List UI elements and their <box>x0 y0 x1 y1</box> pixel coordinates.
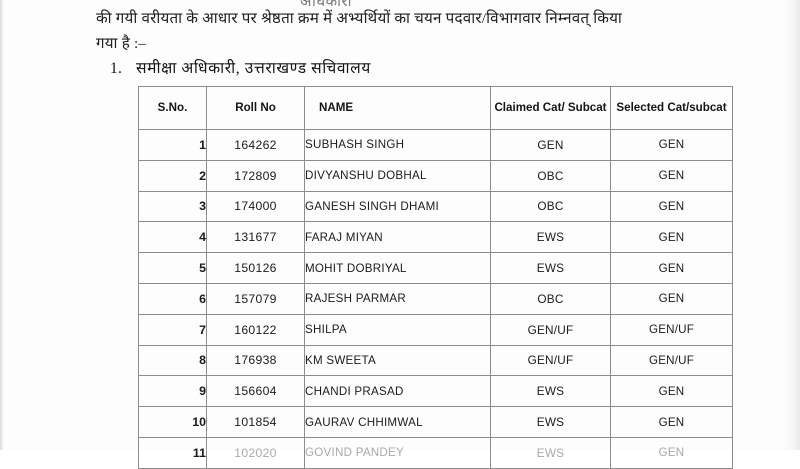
cell-roll-no: 172809 <box>207 160 305 191</box>
table-body <box>139 130 733 469</box>
cell-claimed-cat: EWS <box>491 253 611 284</box>
intro-paragraph-line-2: गया है :– <box>96 35 147 52</box>
cell-selected-cat: GEN <box>611 191 733 222</box>
cell-claimed-cat: GEN/UF <box>491 314 611 345</box>
cell-sno: 9 <box>139 376 207 407</box>
clipped-top-line <box>300 0 720 2</box>
cell-name: FARAJ MIYAN <box>305 222 491 253</box>
cell-sno: 3 <box>139 191 207 222</box>
cell-claimed-cat: EWS <box>491 437 611 468</box>
cell-name: MOHIT DOBRIYAL <box>305 253 491 284</box>
cell-name: GAURAV CHHIMWAL <box>305 407 491 438</box>
cell-sno: 2 <box>139 160 207 191</box>
cell-sno: 4 <box>139 222 207 253</box>
merit-list-table <box>138 86 733 469</box>
cell-selected-cat: GEN <box>611 222 733 253</box>
cell-selected-cat: GEN/UF <box>611 345 733 376</box>
cell-roll-no: 160122 <box>207 314 305 345</box>
intro-paragraph <box>96 6 756 56</box>
cell-claimed-cat: OBC <box>491 191 611 222</box>
cell-sno: 11 <box>139 437 207 468</box>
cell-sno: 6 <box>139 283 207 314</box>
cell-claimed-cat: EWS <box>491 407 611 438</box>
table-row <box>139 407 733 438</box>
column-header-roll-no: Roll No <box>207 87 305 130</box>
cell-selected-cat: GEN <box>611 376 733 407</box>
column-header-sno: S.No. <box>139 87 207 130</box>
cell-selected-cat: GEN/UF <box>611 314 733 345</box>
table-header-row <box>139 87 733 130</box>
cell-name: RAJESH PARMAR <box>305 283 491 314</box>
cell-claimed-cat: EWS <box>491 376 611 407</box>
table-row <box>139 160 733 191</box>
cell-claimed-cat: GEN/UF <box>491 345 611 376</box>
cell-claimed-cat: GEN <box>491 130 611 161</box>
section-title: समीक्षा अधिकारी, उत्तराखण्ड सचिवालय <box>136 60 371 77</box>
cell-sno: 1 <box>139 130 207 161</box>
section-heading <box>110 56 371 78</box>
column-header-claimed-cat: Claimed Cat/ Subcat <box>491 87 611 130</box>
table-row <box>139 253 733 284</box>
cell-name: SHILPA <box>305 314 491 345</box>
cell-sno: 7 <box>139 314 207 345</box>
cell-selected-cat: GEN <box>611 437 733 468</box>
table-row <box>139 222 733 253</box>
table-row <box>139 376 733 407</box>
cell-roll-no: 101854 <box>207 407 305 438</box>
cell-name: SUBHASH SINGH <box>305 130 491 161</box>
cell-sno: 10 <box>139 407 207 438</box>
cell-claimed-cat: EWS <box>491 222 611 253</box>
cell-roll-no: 176938 <box>207 345 305 376</box>
cell-name: DIVYANSHU DOBHAL <box>305 160 491 191</box>
cell-claimed-cat: OBC <box>491 160 611 191</box>
column-header-name: NAME <box>305 87 491 130</box>
cell-claimed-cat: OBC <box>491 283 611 314</box>
cell-roll-no: 131677 <box>207 222 305 253</box>
cell-roll-no: 174000 <box>207 191 305 222</box>
cell-selected-cat: GEN <box>611 130 733 161</box>
table-row <box>139 437 733 468</box>
cell-roll-no: 156604 <box>207 376 305 407</box>
table-row <box>139 130 733 161</box>
cell-name: GANESH SINGH DHAMI <box>305 191 491 222</box>
cell-roll-no: 164262 <box>207 130 305 161</box>
cell-name: GOVIND PANDEY <box>305 437 491 468</box>
table-row <box>139 283 733 314</box>
cell-roll-no: 157079 <box>207 283 305 314</box>
cell-selected-cat: GEN <box>611 253 733 284</box>
cell-roll-no: 150126 <box>207 253 305 284</box>
scan-edge-left <box>0 0 4 450</box>
cell-selected-cat: GEN <box>611 407 733 438</box>
table-row <box>139 314 733 345</box>
cell-name: CHANDI PRASAD <box>305 376 491 407</box>
cell-name: KM SWEETA <box>305 345 491 376</box>
cell-sno: 5 <box>139 253 207 284</box>
cell-selected-cat: GEN <box>611 283 733 314</box>
section-number: 1. <box>110 60 123 77</box>
cell-selected-cat: GEN <box>611 160 733 191</box>
cell-roll-no: 102020 <box>207 437 305 468</box>
scan-edge-right <box>784 0 800 450</box>
cell-sno: 8 <box>139 345 207 376</box>
intro-paragraph-line-1: की गयी वरीयता के आधार पर श्रेष्ठता क्रम में अभ्यर्थियों का चयन पदवार/विभागवार निम्नवत् किया <box>96 10 623 27</box>
column-header-selected-cat: Selected Cat/subcat <box>611 87 733 130</box>
table-row <box>139 345 733 376</box>
table-row <box>139 191 733 222</box>
